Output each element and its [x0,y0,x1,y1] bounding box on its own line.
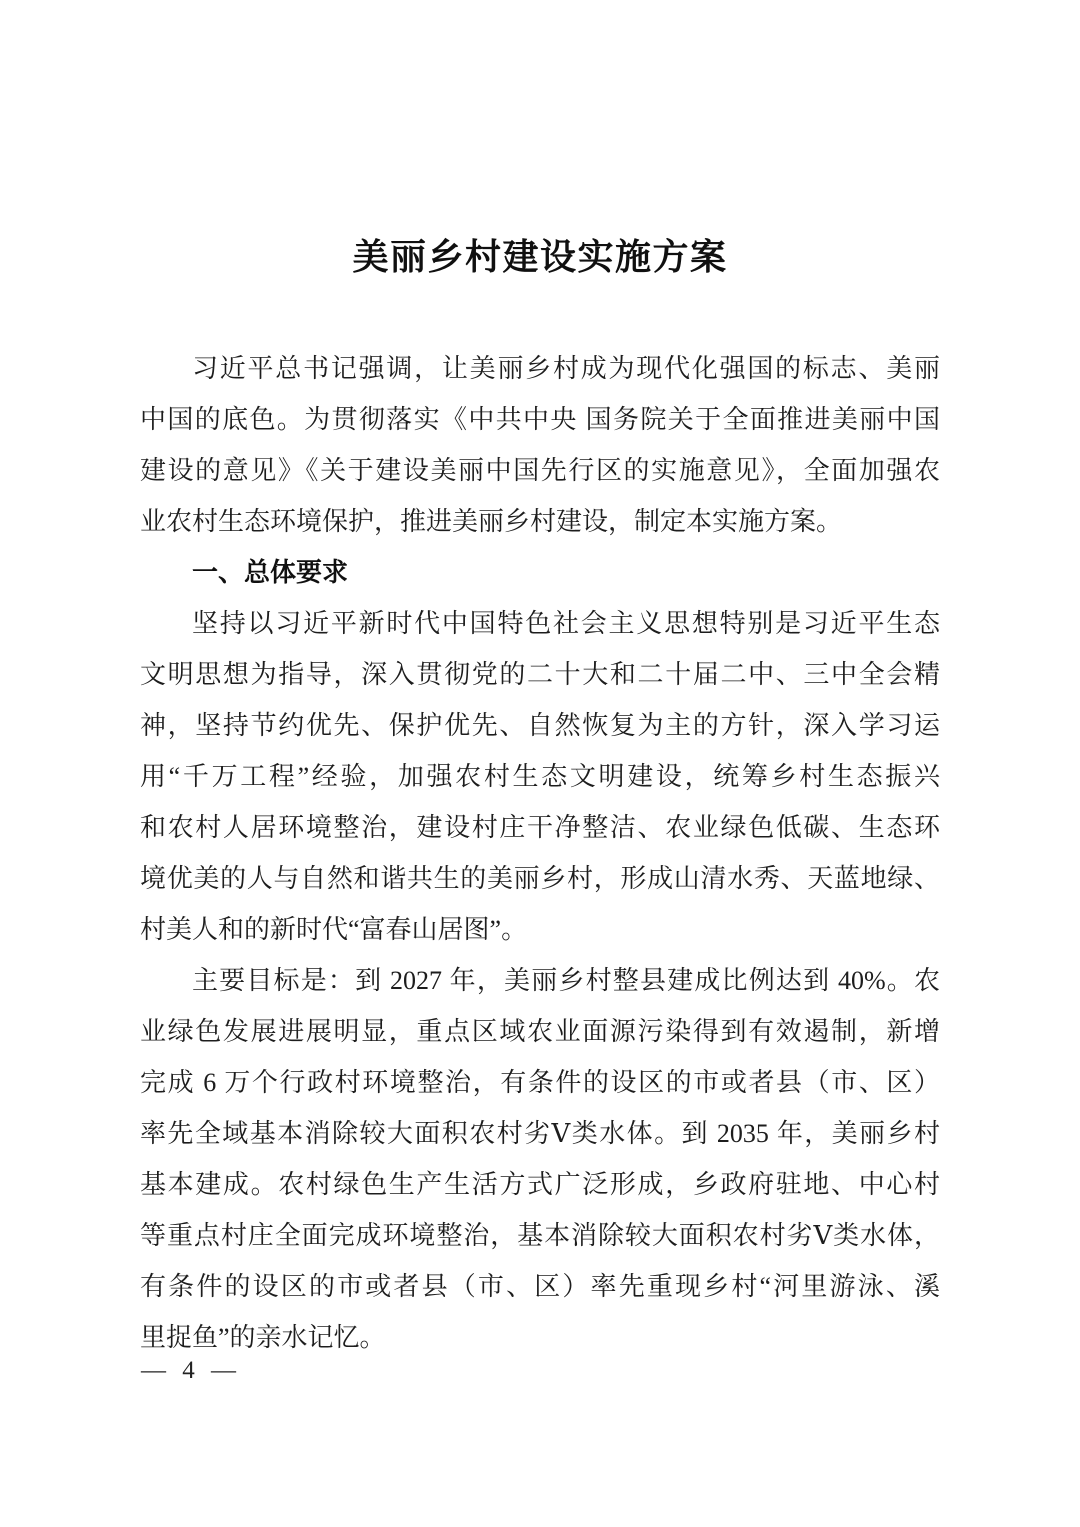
section-heading [140,547,940,598]
text-line: 坚持以习近平新时代中国特色社会主义思想特别是习近平生态 [192,609,940,638]
text-line: 有条件的设区的市或者县（市、区）率先重现乡村“河里游泳、溪 [140,1272,940,1301]
text-line: 等重点村庄全面完成环境整治，基本消除较大面积农村劣Ⅴ类水体， [140,1221,940,1250]
paragraph [140,343,940,547]
text-line: 用“千万工程”经验，加强农村生态文明建设，统筹乡村生态振兴 [140,762,940,791]
text-line: 习近平总书记强调，让美丽乡村成为现代化强国的标志、美丽 [192,354,940,383]
text-line: 主要目标是：到 2027 年，美丽乡村整县建成比例达到 40%。农 [192,966,940,995]
text-line: 和农村人居环境整治，建设村庄干净整洁、农业绿色低碳、生态环 [140,813,940,842]
text-line: 境优美的人与自然和谐共生的美丽乡村，形成山清水秀、天蓝地绿、 [140,864,940,893]
document-body [140,343,940,1363]
text-line: 业农村生态环境保护，推进美丽乡村建设，制定本实施方案。 [140,507,843,536]
document-title: 美丽乡村建设实施方案 [352,236,728,277]
text-line: 中国的底色。为贯彻落实《中共中央 国务院关于全面推进美丽中国 [140,405,940,434]
text-line: 神，坚持节约优先、保护优先、自然恢复为主的方针，深入学习运 [140,711,940,740]
text-line: 一、总体要求 [192,557,349,587]
text-line: 里捉鱼”的亲水记忆。 [140,1323,386,1352]
text-line: 村美人和的新时代“富春山居图”。 [140,915,528,944]
paragraph [140,955,940,1363]
text-line: 率先全域基本消除较大面积农村劣Ⅴ类水体。到 2035 年，美丽乡村 [140,1119,940,1148]
page-number: — 4 — [141,1357,236,1384]
text-line: 完成 6 万个行政村环境整治，有条件的设区的市或者县（市、区） [140,1068,940,1097]
text-line: 业绿色发展进展明显，重点区域农业面源污染得到有效遏制，新增 [140,1017,940,1046]
text-line: 建设的意见》《关于建设美丽中国先行区的实施意见》，全面加强农 [140,456,940,485]
paragraph [140,598,940,955]
text-line: 基本建成。农村绿色生产生活方式广泛形成，乡政府驻地、中心村 [140,1170,940,1199]
text-line: 文明思想为指导，深入贯彻党的二十大和二十届二中、三中全会精 [140,660,940,689]
